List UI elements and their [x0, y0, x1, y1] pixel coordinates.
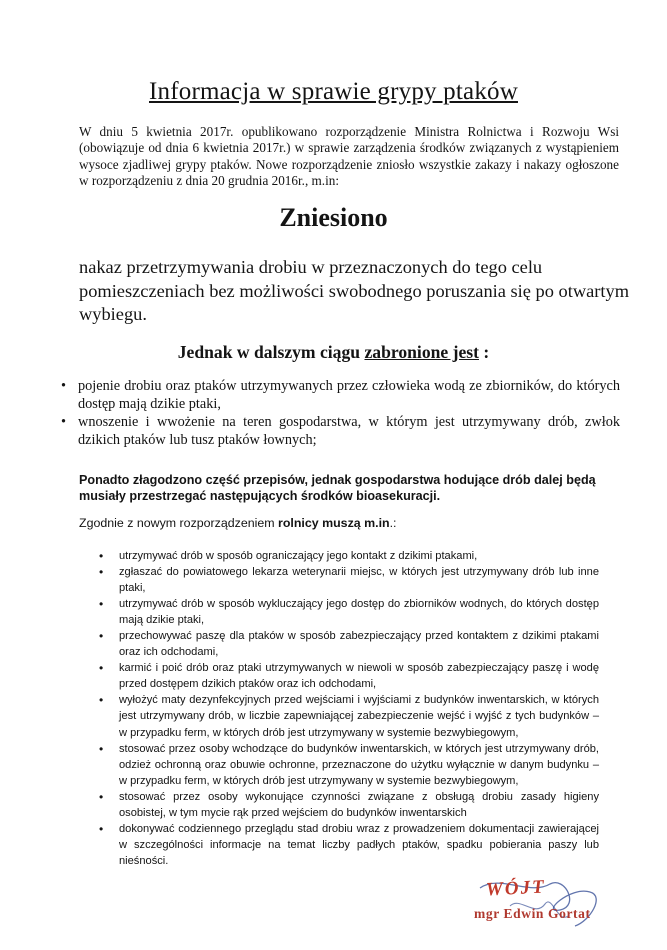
document-title: Informacja w sprawie grypy ptaków — [149, 78, 518, 105]
prohibitions-list — [60, 377, 620, 449]
list-item: • wnoszenie i wwożenie na teren gospodarstwa, w którym jest utrzymywany drób, zwłok dzikich ptaków lub tusz ptaków łownych; — [60, 413, 620, 449]
list-item: • pojenie drobiu oraz ptaków utrzymywanych przez człowieka wodą ze zbiorników, do których dostęp mają dzikie ptaki, — [60, 377, 620, 413]
list-item: • stosować przez osoby wchodzące do budynków inwentarskich, w których jest utrzymywany drób, odzież ochronną oraz obuwie ochronne, przeznaczone do użytku wyłącznie w danym budynku – w przypadku ferm, w których drób jest utrzymywany w systemie bezwybiegowym, — [99, 741, 599, 789]
lifted-text: nakaz przetrzymywania drobiu w przeznaczonych do tego celu pomieszczeniach bez możliwości swobodnego poruszania się po otwartym wybiegu. — [79, 257, 630, 324]
farmers-intro-prefix: Zgodnie z nowym rozporządzeniem — [79, 516, 279, 530]
still-prohibited-suffix: : — [478, 342, 490, 362]
list-item: • dokonywać codziennego przeglądu stad drobiu wraz z prowadzeniem dokumentacji zawierającej w szczególności informacje na temat liczby padłych ptaków, spadku pobierania paszy lub nieśności. — [99, 821, 599, 869]
still-prohibited-prefix: Jednak w dalszym ciągu — [177, 342, 365, 362]
lifted-heading: Zniesiono — [279, 203, 388, 232]
list-item: • utrzymywać drób w sposób wykluczający jego dostęp do zbiorników wodnych, do których dostęp mają dzikie ptaki, — [99, 596, 599, 628]
list-item: • utrzymywać drób w sposób ograniczający jego kontakt z dzikimi ptakami, — [99, 548, 599, 564]
farmers-intro-suffix: .: — [389, 516, 397, 530]
farmers-intro — [79, 516, 619, 530]
signature-name: mgr Edwin Gortat — [474, 906, 591, 921]
list-item: • wyłożyć maty dezynfekcyjnych przed wejściami i wyjściami z budynków inwentarskich, w których jest utrzymywany drób, w liczbie zapewniającej zabezpieczenie wejść i wyjść z tych budynków – w przypadku ferm, w których drób jest utrzymywany w systemie bezwybiegowym, — [99, 692, 599, 740]
intro-paragraph: W dniu 5 kwietnia 2017r. opublikowano rozporządzenie Ministra Rolnictwa i Rozwoju Wsi (obowiązuje od dnia 6 kwietnia 2017r.) w sprawie zarządzenia środków związanych z wystąpieniem wysoce zjadliwej grypy ptaków. Nowe rozporządzenie zniosło wszystkie zakazy i nakazy ogłoszone w rozporządzeniu z dnia 20 grudnia 2016r., m.in: — [79, 124, 619, 188]
still-prohibited-heading — [0, 342, 667, 363]
list-item: • stosować przez osoby wykonujące czynności związane z obsługą drobiu zasady higieny osobistej, w tym mycie rąk przed wejściem do budynków inwentarskich — [99, 789, 599, 821]
signature-title: WÓJT — [485, 876, 547, 901]
farmer-duties-list — [99, 548, 599, 869]
list-item: • karmić i poić drób oraz ptaki utrzymywanych w niewoli w sposób zabezpieczający paszę i wodę przed dostępem dzikich ptaków oraz ich odchodami, — [99, 660, 599, 692]
list-item: • zgłaszać do powiatowego lekarza weterynarii miejsc, w których jest utrzymywany drób lub inne ptaki, — [99, 564, 599, 596]
farmers-intro-bold: rolnicy muszą m.in — [278, 516, 390, 530]
still-prohibited-emphasis: zabronione jest — [364, 342, 479, 362]
biosecurity-paragraph: Ponadto złagodzono część przepisów, jednak gospodarstwa hodujące drób dalej będą musiały przestrzegać następujących środków bioasekuracji. — [79, 473, 596, 503]
list-item: • przechowywać paszę dla ptaków w sposób zabezpieczający przed kontaktem z dzikimi ptakami oraz ich odchodami, — [99, 628, 599, 660]
